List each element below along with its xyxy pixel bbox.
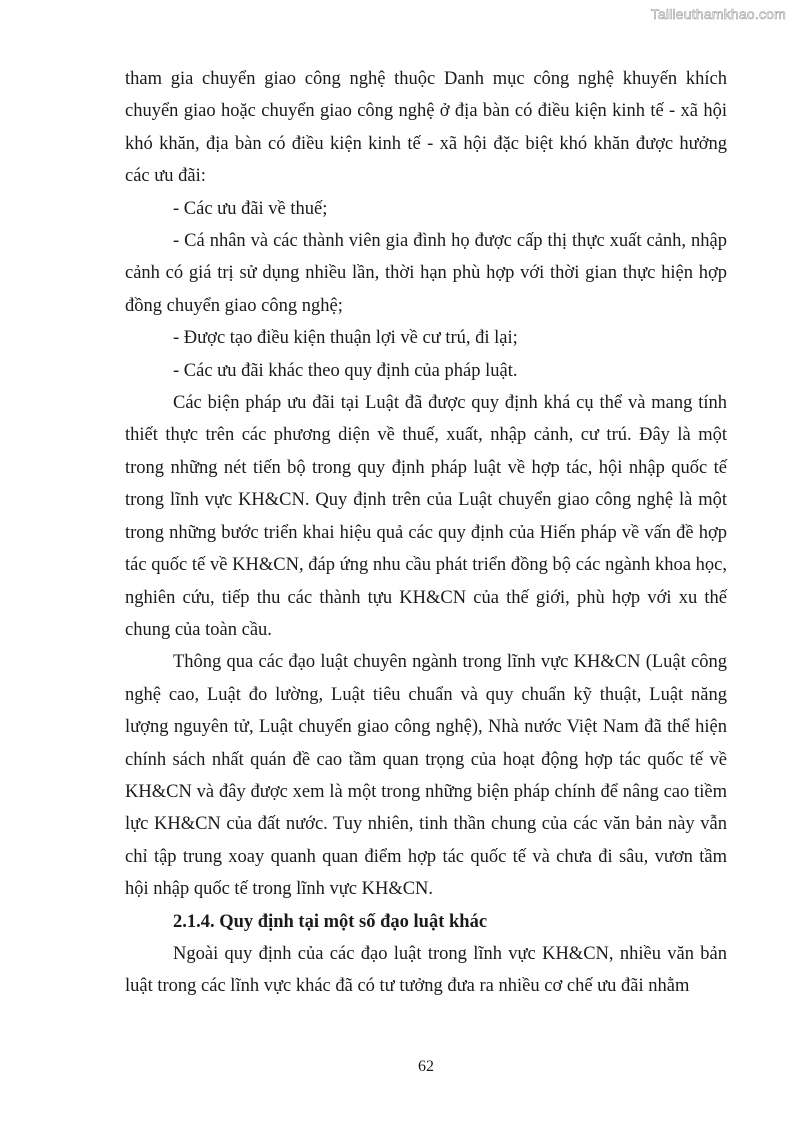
watermark-text: Tailieuthamkhao.com [650, 6, 786, 22]
list-item-tax-incentives: - Các ưu đãi về thuế; [173, 198, 328, 219]
list-item-visa: - Cá nhân và các thành viên gia đình họ được cấp thị thực xuất cảnh, nhập cảnh có giá trị sử dụng nhiều lần, thời hạn phù hợp với thời gian thực hiện hợp đồng chuyển giao công nghệ; [125, 231, 727, 316]
section-heading: 2.1.4. Quy định tại một số đạo luật khác [173, 911, 488, 932]
paragraph-specialized-laws: Thông qua các đạo luật chuyên ngành trong lĩnh vực KH&CN (Luật công nghệ cao, Luật đo lường, Luật tiêu chuẩn và quy chuẩn kỹ thuật, Luật năng lượng nguyên tử, Luật chuyển giao công nghệ), Nhà nước Việt Nam đã thể hiện chính sách nhất quán đề cao tầm quan trọng của hoạt động hợp tác quốc tế về KH&CN và đây được xem là một trong những biện pháp chính để nâng cao tiềm lực KH&CN của đất nước. Tuy nhiên, tinh thần chung của các văn bản này vẫn chỉ tập trung xoay quanh quan điểm hợp tác quốc tế và chưa đi sâu, vươn tầm hội nhập quốc tế trong lĩnh vực KH&CN. [125, 652, 727, 900]
paragraph-incentive-measures: Các biện pháp ưu đãi tại Luật đã được quy định khá cụ thể và mang tính thiết thực trên các phương diện về thuế, xuất, nhập cảnh, cư trú. Đây là một trong những nét tiến bộ trong quy định pháp luật về hợp tác, hội nhập quốc tế trong lĩnh vực KH&CN. Quy định trên của Luật chuyển giao công nghệ là một trong những bước triển khai hiệu quả các quy định của Hiến pháp về vấn đề hợp tác quốc tế về KH&CN, đáp ứng nhu cầu phát triển đồng bộ các ngành khoa học, nghiên cứu, tiếp thu các thành tựu KH&CN của thế giới, phù hợp với xu thế chung của toàn cầu. [125, 393, 727, 640]
paragraph-continuation: tham gia chuyển giao công nghệ thuộc Danh mục công nghệ khuyến khích chuyển giao hoặc chuyển giao công nghệ ở địa bàn có điều kiện kinh tế - xã hội khó khăn, địa bàn có điều kiện kinh tế - xã hội đặc biệt khó khăn được hưởng các ưu đãi: [125, 69, 727, 187]
list-item-residence: - Được tạo điều kiện thuận lợi về cư trú, đi lại; [173, 328, 518, 349]
page-number: 62 [418, 1058, 434, 1075]
list-item-other-incentives: - Các ưu đãi khác theo quy định của pháp luật. [173, 360, 518, 381]
paragraph-other-laws: Ngoài quy định của các đạo luật trong lĩnh vực KH&CN, nhiều văn bản luật trong các lĩnh vực khác đã có tư tưởng đưa ra nhiều cơ chế ưu đãi nhằm [125, 943, 727, 997]
document-body [125, 63, 727, 1003]
